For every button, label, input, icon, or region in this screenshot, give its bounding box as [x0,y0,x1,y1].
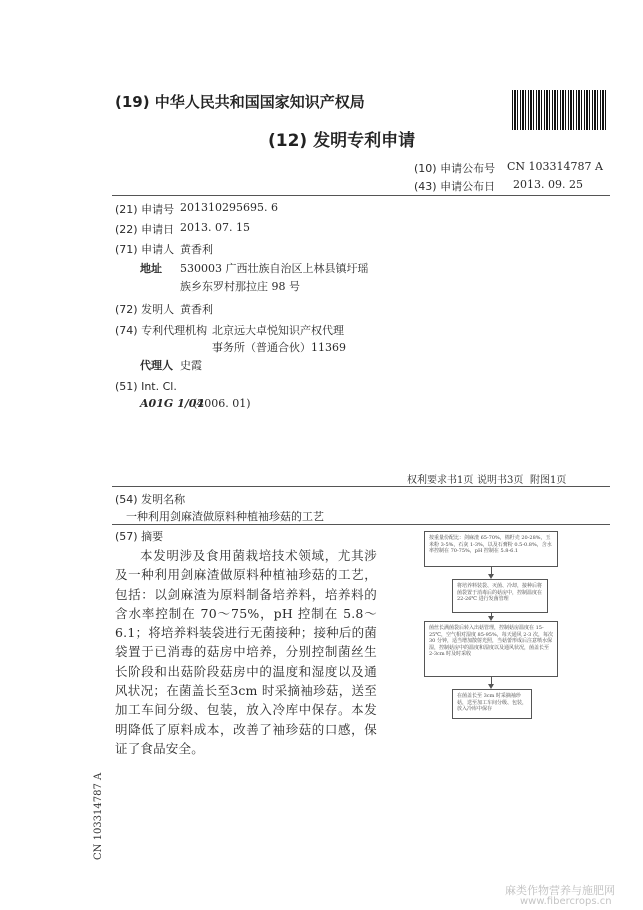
inventor: 黄香利 [180,303,213,316]
applicant-label: (71) 申请人 [115,243,175,256]
app-date-label: (22) 申请日 [115,223,175,236]
agency-line-1: 北京远大卓悦知识产权代理 [212,324,344,337]
inventor-label: (72) 发明人 [115,303,175,316]
ipc-code: A01G 1/04 [140,397,205,410]
address-line-2: 族乡东罗村那拉庄 98 号 [180,280,300,293]
patent-office: (19) 中华人民共和国国家知识产权局 [115,93,365,111]
flowchart-box-3: 菌丝长满菌袋后转入出菇管理，控制菇房温度在 15-25℃，空气相对湿度 85-95%，每天通风 2-3 次，每次 30 分钟，适当增加散射光照，当菇蕾形成后注意喷水保湿，控制菇房中的温度和湿度以及通风状况，菌盖长至 2-3cm 时及时采收 [424,621,558,677]
ipc-label: (51) Int. Cl. [115,380,177,393]
agent-label: 代理人 [140,359,173,372]
address-label: 地址 [140,262,162,275]
flowchart-box-1: 按重量份配比：剑麻渣 65-70%，棉籽壳 20-28%，玉米粉 3-5%，石灰 1-3%，以及石膏粉 0.5-0.8%，含水率控制在 70-75%，pH 控制在 5.8-6.1 [424,531,558,567]
address-line-1: 530003 广西壮族自治区上林县镇圩瑶 [180,262,369,275]
drawings-page-count: 附图1页 [530,475,567,486]
app-date: 2013. 07. 15 [180,221,250,234]
agent: 史霞 [180,359,202,372]
invention-title: 一种利用剑麻渣做原料种植袖珍菇的工艺 [126,510,324,523]
ipc-version: (2006. 01) [193,397,251,410]
biblio-divider [112,486,610,487]
title-label: (54) 发明名称 [115,493,186,506]
title-divider [112,524,610,525]
watermark-url: www.fibercrops.cn [520,896,612,907]
pub-date: 2013. 09. 25 [513,178,583,191]
abstract-label: (57) 摘要 [115,530,164,543]
agency-line-2: 事务所（普通合伙）11369 [212,341,346,354]
app-no-label: (21) 申请号 [115,203,175,216]
header-divider [112,195,610,196]
claims-page-count: 权利要求书1页 [407,475,474,486]
abstract-text [115,546,377,758]
agency-label: (74) 专利代理机构 [115,324,208,337]
document-type: (12) 发明专利申请 [268,131,416,151]
flowchart-box-4: 在菌盖长至 3cm 时采摘袖珍菇，送至加工车间分级、包装，放入冷库中保存 [452,689,532,719]
side-publication-number: CN 103314787 A [93,772,104,860]
abstract-paragraph: 本发明涉及食用菌栽培技术领域，尤其涉及一种利用剑麻渣做原料种植袖珍菇的工艺，包括：以剑麻渣为原料制备培养料，培养料的含水率控制在 70～75%，pH 控制在 5.8～6.1；将培养料装袋进行无菌接种；接种后的菌袋置于已消毒的菇房中培养，分别控制菌丝生长阶段和出菇阶段菇房中的温度和湿度以及通风状况；在菌盖长至3cm 时采摘袖珍菇，送至加工车间分级、包装，放入冷库中保存。本发明降低了原料成本，改善了袖珍菇的口感，保证了食品安全。 [115,548,377,756]
flowchart-box-2: 将培养料装袋、灭菌、冷却，接种后将菌袋置于消毒后的菇房中，控制温度在 22-26℃ 进行发菌管理 [452,579,548,613]
pub-no: CN 103314787 A [507,160,603,173]
barcode [512,90,608,130]
pub-date-label: (43) 申请公布日 [414,180,496,193]
pub-no-label: (10) 申请公布号 [414,162,496,175]
app-no: 201310295695. 6 [180,201,278,214]
applicant: 黄香利 [180,243,213,256]
description-page-count: 说明书3页 [477,475,524,486]
watermark-site-name: 麻类作物营养与施肥网 [505,884,615,897]
